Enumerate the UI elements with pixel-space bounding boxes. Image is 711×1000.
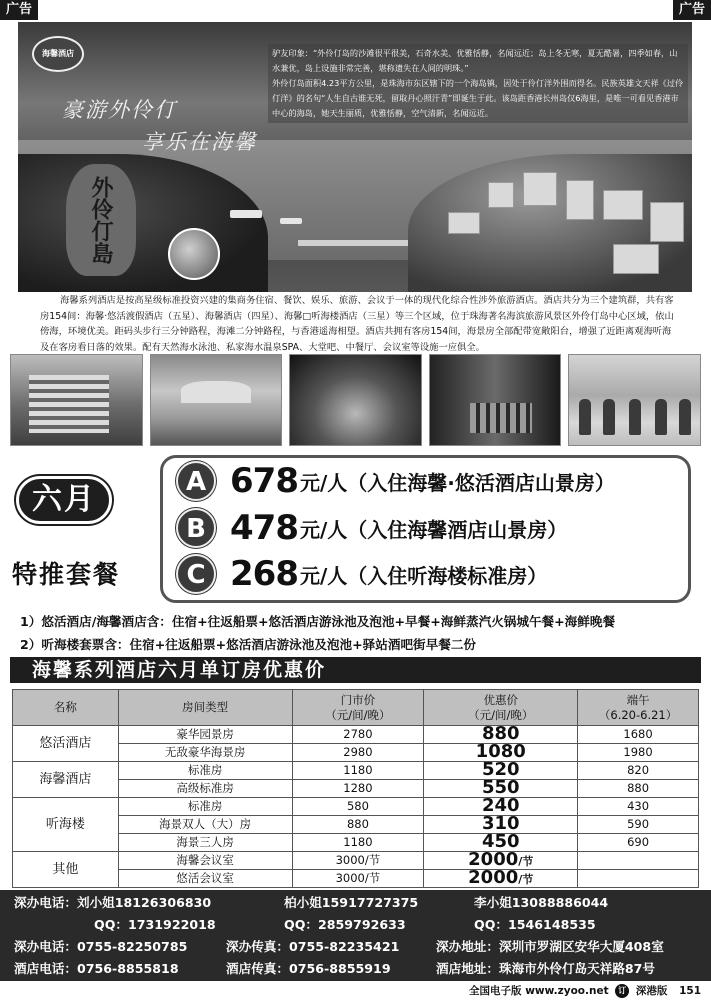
table-row (13, 726, 699, 744)
package-detail: 元/人（入住听海楼标准房） (299, 563, 548, 588)
deal-rate-cell: 240 (424, 798, 578, 816)
rack-rate-cell: 1180 (292, 762, 424, 780)
hotel-phone: 酒店电话：0756-8855818 (14, 961, 179, 976)
room-type-cell: 高级标准房 (118, 780, 292, 798)
rack-rate-cell: 880 (292, 816, 424, 834)
hotel-description: 海馨系列酒店是按高星级标准投资兴建的集商务住宿、餐饮、娱乐、旅游、会议于一体的现代化综合性涉外旅游酒店。酒店共分为三个建筑群，共有客房154间：海馨·悠活渡假酒店（五星）、海馨酒店（四星）、海馨□听海楼酒店（三星）等三个区域，位于珠海著名海滨旅游风景区外伶仃岛中心区域，依山傍海，环境优美。距码头步行三分钟路程，海滩二分钟路程，与香港遥海相望。酒店共拥有客房154间，海景房全部配带宽敞阳台，增强了近距离观海听海及在客房看日落的效果。配有天然海水泳池、私家海水温泉SPA、大堂吧、中餐厅、会议室等设施一应俱全。 (40, 295, 674, 353)
contact-qq-3: QQ：1546148535 (474, 917, 596, 932)
june-badge: 六月 (16, 476, 112, 524)
col-header-deal: 优惠价 （元/间/晚） (424, 690, 578, 726)
couple-inset-photo (168, 228, 220, 280)
package-letter-badge: A (176, 461, 216, 501)
package-price: 478 (230, 508, 298, 548)
rack-rate-cell: 580 (292, 798, 424, 816)
rate-table-title: 海馨系列酒店六月单订房优惠价 (10, 657, 701, 683)
resort-pool-photo (150, 354, 283, 446)
special-package-title: 特推套餐 (12, 560, 121, 589)
carved-rock: 外伶仃島 (66, 164, 136, 276)
room-type-cell: 海景双人（大）房 (118, 816, 292, 834)
building (603, 190, 643, 220)
building (488, 182, 514, 208)
ad-label-right: 广告 (673, 0, 711, 20)
col-header-room: 房间类型 (118, 690, 292, 726)
contact-phone-3: 李小姐13088886044 (474, 895, 609, 910)
table-row (13, 798, 699, 816)
deal-rate-cell: 2000/节 (424, 870, 578, 888)
rate-table (12, 689, 699, 888)
deal-rate-cell: 1080 (424, 744, 578, 762)
room-type-cell: 无敌豪华海景房 (118, 744, 292, 762)
room-type-cell: 标准房 (118, 798, 292, 816)
boat (230, 210, 262, 218)
deal-rate-cell: 550 (424, 780, 578, 798)
rack-rate-cell: 1280 (292, 780, 424, 798)
package-detail: 元/人（入住海馨·悠活酒店山景房） (299, 470, 615, 495)
night-pool-photo (289, 354, 422, 446)
package-c (176, 553, 547, 595)
contact-panel (0, 890, 711, 981)
holiday-rate-cell: 430 (578, 798, 699, 816)
contact-office-phone: 深办电话：刘小姐18126306830 (14, 895, 212, 910)
footer-edition: 深港版 (635, 985, 668, 997)
building (566, 180, 594, 220)
room-type-cell: 海馨会议室 (118, 852, 292, 870)
footer-site: 全国电子版 www.zyoo.net (469, 985, 609, 997)
pier (298, 240, 408, 246)
holiday-rate-cell: 880 (578, 780, 699, 798)
page-number: 151 (679, 985, 701, 997)
package-b (176, 507, 567, 549)
contact-phone-2: 柏小姐15917727375 (284, 895, 419, 910)
office-address: 深办地址：深圳市罗湖区安华大厦408室 (436, 939, 664, 954)
building (448, 212, 480, 234)
table-header-row (13, 690, 699, 726)
holiday-rate-cell: 690 (578, 834, 699, 852)
island-intro (268, 44, 688, 123)
package-price: 268 (230, 554, 298, 594)
rack-rate-cell: 3000/节 (292, 852, 424, 870)
col-header-name: 名称 (13, 690, 119, 726)
table-row (13, 852, 699, 870)
office-fax: 深办传真：0755-82235421 (226, 939, 400, 954)
inclusion-line: 2）听海楼套票含：住宿+往返船票+悠活酒店游泳池及泡池+驿站酒吧街早餐二份 (20, 637, 477, 652)
hero-photo (18, 22, 692, 292)
deal-rate-cell: 450 (424, 834, 578, 852)
building (613, 244, 659, 274)
package-detail: 元/人（入住海馨酒店山景房） (299, 517, 568, 542)
inclusion-line: 1）悠活酒店/海馨酒店含：住宿+往返船票+悠活酒店游泳池及泡池+早餐+海鲜蒸汽火锅城午餐+海鲜晚餐 (20, 614, 616, 629)
hotel-exterior-photo (10, 354, 143, 446)
hotel-name-cell: 其他 (13, 852, 119, 888)
room-type-cell: 标准房 (118, 762, 292, 780)
footer-mini-logo: 订 (615, 984, 629, 998)
holiday-rate-cell (578, 852, 699, 870)
ad-label-left: 广告 (0, 0, 38, 20)
brand-logo: 海馨酒店 (32, 36, 84, 72)
holiday-rate-cell: 1680 (578, 726, 699, 744)
boat (280, 218, 302, 224)
slogan-line-1: 豪游外伶仃 (62, 98, 177, 122)
holiday-rate-cell: 820 (578, 762, 699, 780)
hotel-name-cell: 海馨酒店 (13, 762, 119, 798)
col-header-rack: 门市价 （元/间/晚） (292, 690, 424, 726)
contact-qq-2: QQ：2859792633 (284, 917, 406, 932)
holiday-rate-cell (578, 870, 699, 888)
page-footer (469, 983, 701, 998)
contact-qq-1: QQ：1731922018 (94, 917, 216, 932)
deal-rate-cell: 2000/节 (424, 852, 578, 870)
deal-rate-cell: 310 (424, 816, 578, 834)
slogan-line-2: 享乐在海馨 (142, 130, 257, 154)
package-letter-badge: C (176, 554, 216, 594)
deal-rate-cell: 520 (424, 762, 578, 780)
bar-interior-photo (429, 354, 562, 446)
hotel-name-cell: 悠活酒店 (13, 726, 119, 762)
rack-rate-cell: 2980 (292, 744, 424, 762)
intro-paragraph-2: 外伶仃岛面积4.23平方公里，是珠海市东区辖下的一个海岛镇，因处于伶仃洋外围而得名。民族英雄文天祥《过伶仃洋》的名句“人生自古谁无死，留取丹心照汗青”即诞生于此。该岛距香港长州岛仅6海里，是唯一可看见香港市中心的海岛，她天生丽质，优雅恬静，空气清新，名闻远近。 (272, 78, 684, 118)
room-type-cell: 海景三人房 (118, 834, 292, 852)
hotel-address: 酒店地址：珠海市外伶仃岛天祥路87号 (436, 961, 656, 976)
building (650, 202, 684, 242)
rack-rate-cell: 3000/节 (292, 870, 424, 888)
deal-rate-cell: 880 (424, 726, 578, 744)
hotel-photo-strip (10, 354, 701, 446)
package-letter-badge: B (176, 508, 216, 548)
holiday-rate-cell: 590 (578, 816, 699, 834)
hotel-fax: 酒店传真：0756-8855919 (226, 961, 391, 976)
office-phone: 深办电话：0755-82250785 (14, 939, 188, 954)
col-header-holiday: 端午 （6.20-6.21） (578, 690, 699, 726)
beach-photo (568, 354, 701, 446)
hotel-name-cell: 听海楼 (13, 798, 119, 852)
package-a (176, 460, 615, 502)
rack-rate-cell: 2780 (292, 726, 424, 744)
room-type-cell: 悠活会议室 (118, 870, 292, 888)
building (523, 172, 557, 206)
package-price: 678 (230, 461, 298, 501)
room-type-cell: 豪华园景房 (118, 726, 292, 744)
rack-rate-cell: 1180 (292, 834, 424, 852)
intro-paragraph-1: 驴友印象：“外伶仃岛的沙滩很平很美，石奇水美、优雅恬静，名闻远近；岛上冬无寒，夏无酷暑，四季如春，山水兼优，岛上设施非常完善，堪称遗失在人间的明珠。” (272, 48, 678, 73)
table-row (13, 762, 699, 780)
holiday-rate-cell: 1980 (578, 744, 699, 762)
